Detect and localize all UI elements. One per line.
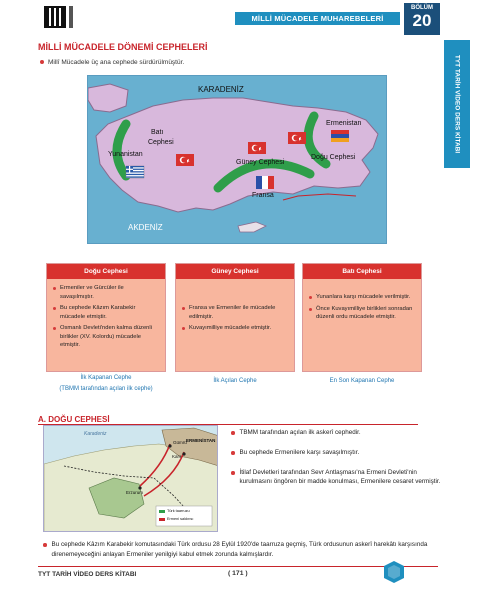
france-flag [256, 176, 274, 189]
mini-map-label-karadeniz: Karadeniz [84, 431, 107, 437]
bullet-icon [231, 471, 235, 475]
bullet-icon [309, 296, 312, 299]
legend-swatch-1 [159, 510, 165, 513]
turkey-flag-center [248, 142, 266, 154]
list-item [53, 304, 159, 321]
front-box-south [175, 263, 295, 372]
side-tab [444, 40, 470, 168]
section-intro [40, 59, 184, 66]
list-item [231, 468, 451, 486]
map-label-ermenistan: Ermenistan [326, 120, 362, 127]
barcode-strip [69, 6, 73, 28]
chapter-number: 20 [412, 11, 432, 30]
page-number: ( 171 ) [228, 570, 248, 577]
legend-label-2: Ermeni saldırısı [167, 517, 194, 521]
east-front-map [43, 425, 218, 532]
east-front-bullets [231, 428, 451, 497]
footer-book-title: TYT TARİH VİDEO DERS KİTABI [38, 571, 137, 578]
list-item [182, 304, 288, 321]
mini-map-label-ermenistan: ERMENİSTAN [186, 438, 216, 443]
bullet-icon [40, 60, 44, 64]
bullet-icon [53, 327, 56, 330]
city-dot [182, 452, 185, 455]
map-label-fransa: Fransa [252, 192, 274, 199]
greece-flag [126, 166, 144, 178]
front-title: Batı Cephesi [303, 264, 421, 279]
section-a-title: A. DOĞU CEPHESİ [38, 415, 110, 424]
front-footer-west: En Son Kapanan Cephe [329, 378, 395, 384]
front-box-west [302, 263, 422, 372]
list-item-text: Fransa ve Ermeniler ile mücadele edilmiştir. [189, 305, 276, 320]
mini-map-label-gumru: Gümrü [173, 440, 187, 445]
list-item-text: Önce Kuvayımilliye birlikleri sonradan düzenli ordu mücadele etmiştir. [316, 305, 413, 320]
front-body [47, 279, 165, 358]
list-item-text: TBMM tarafından açılan ilk askerî cephedir. [239, 429, 361, 436]
front-title: Doğu Cephesi [47, 264, 165, 279]
city-dot [168, 444, 171, 447]
cyprus-island [238, 222, 266, 232]
front-body [176, 279, 294, 341]
bullet-icon [309, 308, 312, 311]
bullet-icon [43, 543, 47, 547]
front-body [303, 279, 421, 330]
list-item [309, 305, 415, 322]
map-label-east-front: Doğu Cephesi [311, 154, 356, 161]
bullet-icon [182, 327, 185, 330]
publisher-logo-icon [384, 561, 404, 583]
bullet-icon [182, 307, 185, 310]
section-intro-text: Millî Mücadele üç ana cephede sürdürülmüştür. [48, 59, 185, 66]
list-item [231, 428, 451, 437]
list-item-text: Bu cephede Ermenilere karşı savaşılmıştır. [239, 449, 360, 456]
thrace-landmass [88, 84, 128, 112]
bullet-icon [231, 431, 235, 435]
list-item-text: Yunanlara karşı mücadele verilmiştir. [316, 294, 411, 300]
bullet-icon [53, 307, 56, 310]
list-item [53, 284, 159, 301]
chapter-number-box [404, 3, 440, 35]
map-label-west-2: Cephesi [148, 139, 174, 146]
southern-border-line [283, 194, 356, 200]
list-item [53, 324, 159, 350]
front-footer-east-1: İlk Kapanan Cephe [80, 375, 132, 381]
section-title: MİLLİ MÜCADELE DÖNEMİ CEPHELERİ [38, 42, 208, 52]
summary-text: Bu cephede Kâzım Karabekir komutasındaki Türk ordusu 28 Eylül 1920'de taarruza geçmiş, Türk ordusunun askerî harekâtı karşısında direnemeyeceğini anlayan Ermeniler yenilgiyi kabul etmek zorunda kalmışlardır. [51, 541, 428, 558]
bullet-icon [53, 287, 56, 290]
chapter-label: BÖLÜM [411, 5, 433, 11]
legend-swatch-2 [159, 518, 165, 521]
front-box-east [46, 263, 166, 372]
side-tab-label: TYT TARİH VİDEO DERS KİTABI [453, 54, 461, 154]
list-item [309, 293, 415, 302]
list-item-text: Kuvayımilliye mücadele etmiştir. [189, 325, 272, 331]
list-item [231, 448, 451, 457]
front-title: Güney Cephesi [176, 264, 294, 279]
legend-label-1: Türk taarruzu [167, 509, 190, 513]
mini-map-label-erzurum: Erzurum [126, 490, 144, 495]
list-item-text: Osmanlı Devleti'nden kalma düzenli birlikler (XV. Kolordu) mücadele etmiştir. [60, 325, 152, 348]
bullet-icon [231, 451, 235, 455]
list-item-text: Bu cephede Kâzım Karabekir mücadele etmiştir. [60, 305, 136, 320]
map-label-akdeniz: AKDENİZ [128, 223, 163, 232]
east-front-summary [43, 540, 443, 559]
qr-code-icon [44, 6, 66, 28]
fronts-map [87, 75, 387, 244]
list-item-text: Ermeniler ve Gürcüler ile savaşılmıştır. [60, 285, 124, 300]
front-footer-south: İlk Açılan Cephe [213, 378, 257, 384]
chapter-title-bar: MİLLİ MÜCADELE MUHAREBELERİ DÖNEMİ [235, 12, 400, 25]
map-label-yunanistan: Yunanistan [108, 151, 143, 158]
footer-divider [38, 566, 438, 567]
front-footer-east-2: (TBMM tarafından açılan ilk cephe) [59, 386, 153, 392]
armenia-flag [331, 130, 349, 142]
turkey-flag-east [288, 132, 306, 144]
map-label-south-front: Güney Cephesi [236, 159, 285, 166]
turkey-flag-west [176, 154, 194, 166]
map-label-west-1: Batı [151, 129, 164, 136]
list-item-text: İtilaf Devletleri tarafından Sevr Antlaşması'na Ermeni Devleti'nin kurulmasını öngören bir madde konulması, Ermenilere cesaret vermiştir. [239, 469, 441, 485]
mini-map-label-kars: Kars [172, 454, 182, 459]
list-item [182, 324, 288, 333]
map-label-karadeniz: KARADENİZ [198, 85, 244, 94]
